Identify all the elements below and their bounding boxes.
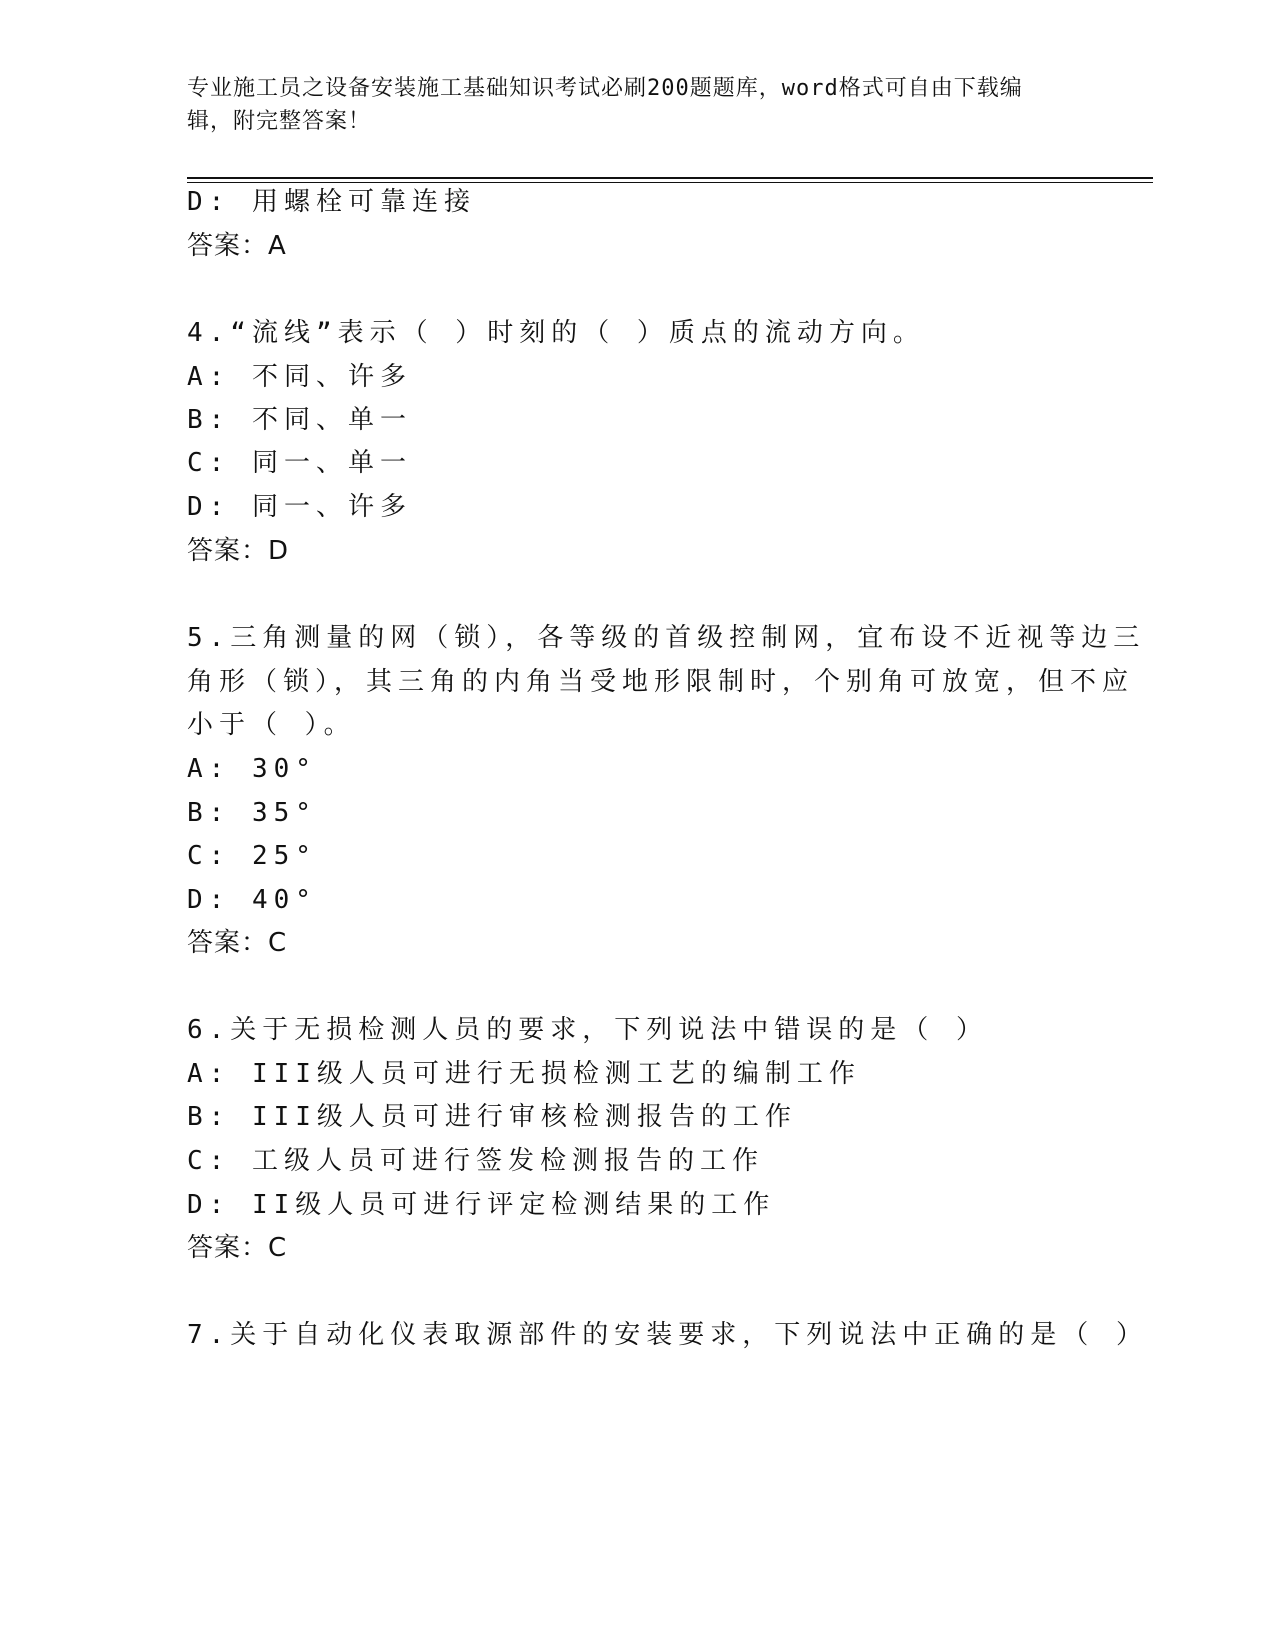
q4-option-c: C: 同一、单一 [187,448,412,478]
q7-stem: 7.关于自动化仪表取源部件的安装要求，下列说法中正确的是（ ） [187,1320,1148,1350]
header-divider-thin [187,182,1153,183]
q4-stem: 4.“流线”表示（ ）时刻的（ ）质点的流动方向。 [187,318,925,348]
q5-stem-line-2: 角形（锁），其三角的内角当受地形限制时，个别角可放宽，但不应 [187,667,1135,697]
q5-stem-line-3: 小于（ ）。 [187,710,356,740]
q4-option-d: D: 同一、许多 [187,492,412,522]
q3-answer: 答案：A [187,231,287,261]
q4-option-a: A: 不同、许多 [187,362,412,392]
q4-answer: 答案：D [187,536,290,566]
q3-option-d: D: 用螺栓可靠连接 [187,187,476,217]
q5-option-d: D: 40° [187,885,317,915]
header-divider-thick [187,177,1153,179]
q6-answer: 答案：C [187,1233,288,1263]
q4-option-b: B: 不同、单一 [187,405,412,435]
q5-option-a: A: 30° [187,754,317,784]
q6-option-b: B: III级人员可进行审核检测报告的工作 [187,1102,797,1132]
q6-option-c: C: 工级人员可进行签发检测报告的工作 [187,1146,764,1176]
q5-option-b: B: 35° [187,798,317,828]
q5-option-c: C: 25° [187,841,317,871]
q6-option-d: D: II级人员可进行评定检测结果的工作 [187,1190,776,1220]
q6-option-a: A: III级人员可进行无损检测工艺的编制工作 [187,1059,861,1089]
document-header-title: 专业施工员之设备安装施工基础知识考试必刷200题题库，word格式可自由下载编辑，附完整答案！ [187,76,1023,134]
q6-stem: 6.关于无损检测人员的要求，下列说法中错误的是（ ） [187,1015,988,1045]
q5-answer: 答案：C [187,928,288,958]
q5-stem-line-1: 5.三角测量的网（锁），各等级的首级控制网，宜布设不近视等边三 [187,623,1146,653]
